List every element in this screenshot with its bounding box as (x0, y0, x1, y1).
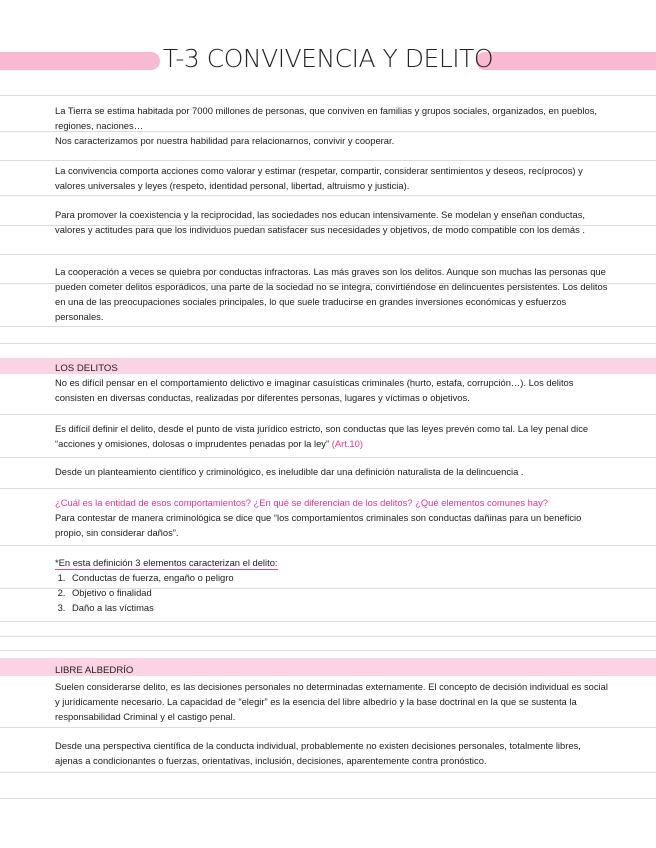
intro-paragraph-2: La convivencia comporta acciones como valorar y estimar (respetar, compartir, considerar sentimientos y deseos, recíprocos) y valores universales y leyes (respeto, identidad personal, libertad, altruismo y justicia). (55, 165, 583, 191)
list-item: 2. Objetivo o finalidad (68, 585, 623, 600)
intro-paragraph-4: La cooperación a veces se quiebra por conductas infractoras. Las más graves son los delitos. Aunque son muchas las personas que pueden cometer delitos esporádicos, una parte de la sociedad no se integra, convirtiéndose en delincuentes persistentes. Los delitos en una de las preocupaciones sociales principales, lo que suele traducirse en grandes inversiones económicas y esfuerzos personales. (55, 266, 608, 322)
section-heading-delitos: LOS DELITOS (55, 363, 118, 374)
delitos-paragraph-1: No es difícil pensar en el comportamiento delictivo e imaginar casuísticas criminales (hurto, estafa, corrupción…). Los delitos consisten en diversas conductas, realizadas por diferentes personas, lugares y víctimas o objetivos. (55, 377, 574, 403)
intro-paragraph-1 (55, 103, 610, 148)
delitos-paragraph-2 (55, 421, 610, 451)
elements-list (55, 570, 623, 615)
list-item: 1. Conductas de fuerza, engaño o peligro (68, 570, 623, 585)
intro-paragraph-3: Para promover la coexistencia y la reciprocidad, las sociedades nos educan intensivamente. Se modelan y enseñan conductas, valores y actitudes para que los individuos puedan satisfacer sus necesidades y objetivos, de modo compatible con los demás . (55, 209, 585, 235)
list-item: 3. Daño a las víctimas (68, 600, 623, 615)
page-title: T-3 CONVIVENCIA Y DELITO (162, 44, 494, 73)
delitos-paragraph-3: Desde un planteamiento científico y criminológico, es ineludible dar una definición naturalista de la delincuencia . (55, 466, 524, 477)
delitos-paragraph-4: Para contestar de manera criminológica se dice que “los comportamientos criminales son conductas dañinas para un beneficio propio, sin considerar daños”. (55, 512, 582, 538)
delitos-p2-text: Es difícil definir el delito, desde el punto de vista jurídico estricto, son conductas que las leyes prevén como tal. La ley penal dice “acciones y omisiones, dolosas o imprudentes penadas por la ley” (55, 423, 589, 449)
section-heading-albedrio: LIBRE ALBEDRÍO (55, 665, 134, 676)
elements-intro-text: *En esta definición 3 elementos caracterizan el delito: (55, 557, 278, 568)
intro-p1-a: La Tierra se estima habitada por 7000 millones de personas, que conviven en familias y grupos sociales, organizados, en pueblos, regiones, naciones… (55, 105, 597, 131)
article-reference: (Art.10) (331, 438, 363, 449)
albedrio-paragraph-1: Suelen considerarse delito, es las decisiones personales no determinadas externamente. El concepto de decisión individual es social y jurídicamente necesario. La capacidad de “elegir” es la esencia del libre albedrío y la base doctrinal en la que se sustenta la responsabilidad Criminal y el castigo penal. (55, 681, 608, 722)
intro-p1-b: Nos caracterizamos por nuestra habilidad para relacionarnos, convivir y cooperar. (55, 135, 395, 146)
elements-intro (55, 555, 610, 570)
albedrio-paragraph-2: Desde una perspectiva científica de la conducta individual, probablemente no existen decisiones personales, totalmente libres, ajenas a condicionantes o fuerzas, orientativas, inclusión, decisiones, aparentemente contra pronóstico. (55, 740, 581, 766)
delitos-question: ¿Cuál es la entidad de esos comportamientos? ¿En qué se diferencian de los delitos? ¿Qué elementos comunes hay? (55, 497, 548, 508)
